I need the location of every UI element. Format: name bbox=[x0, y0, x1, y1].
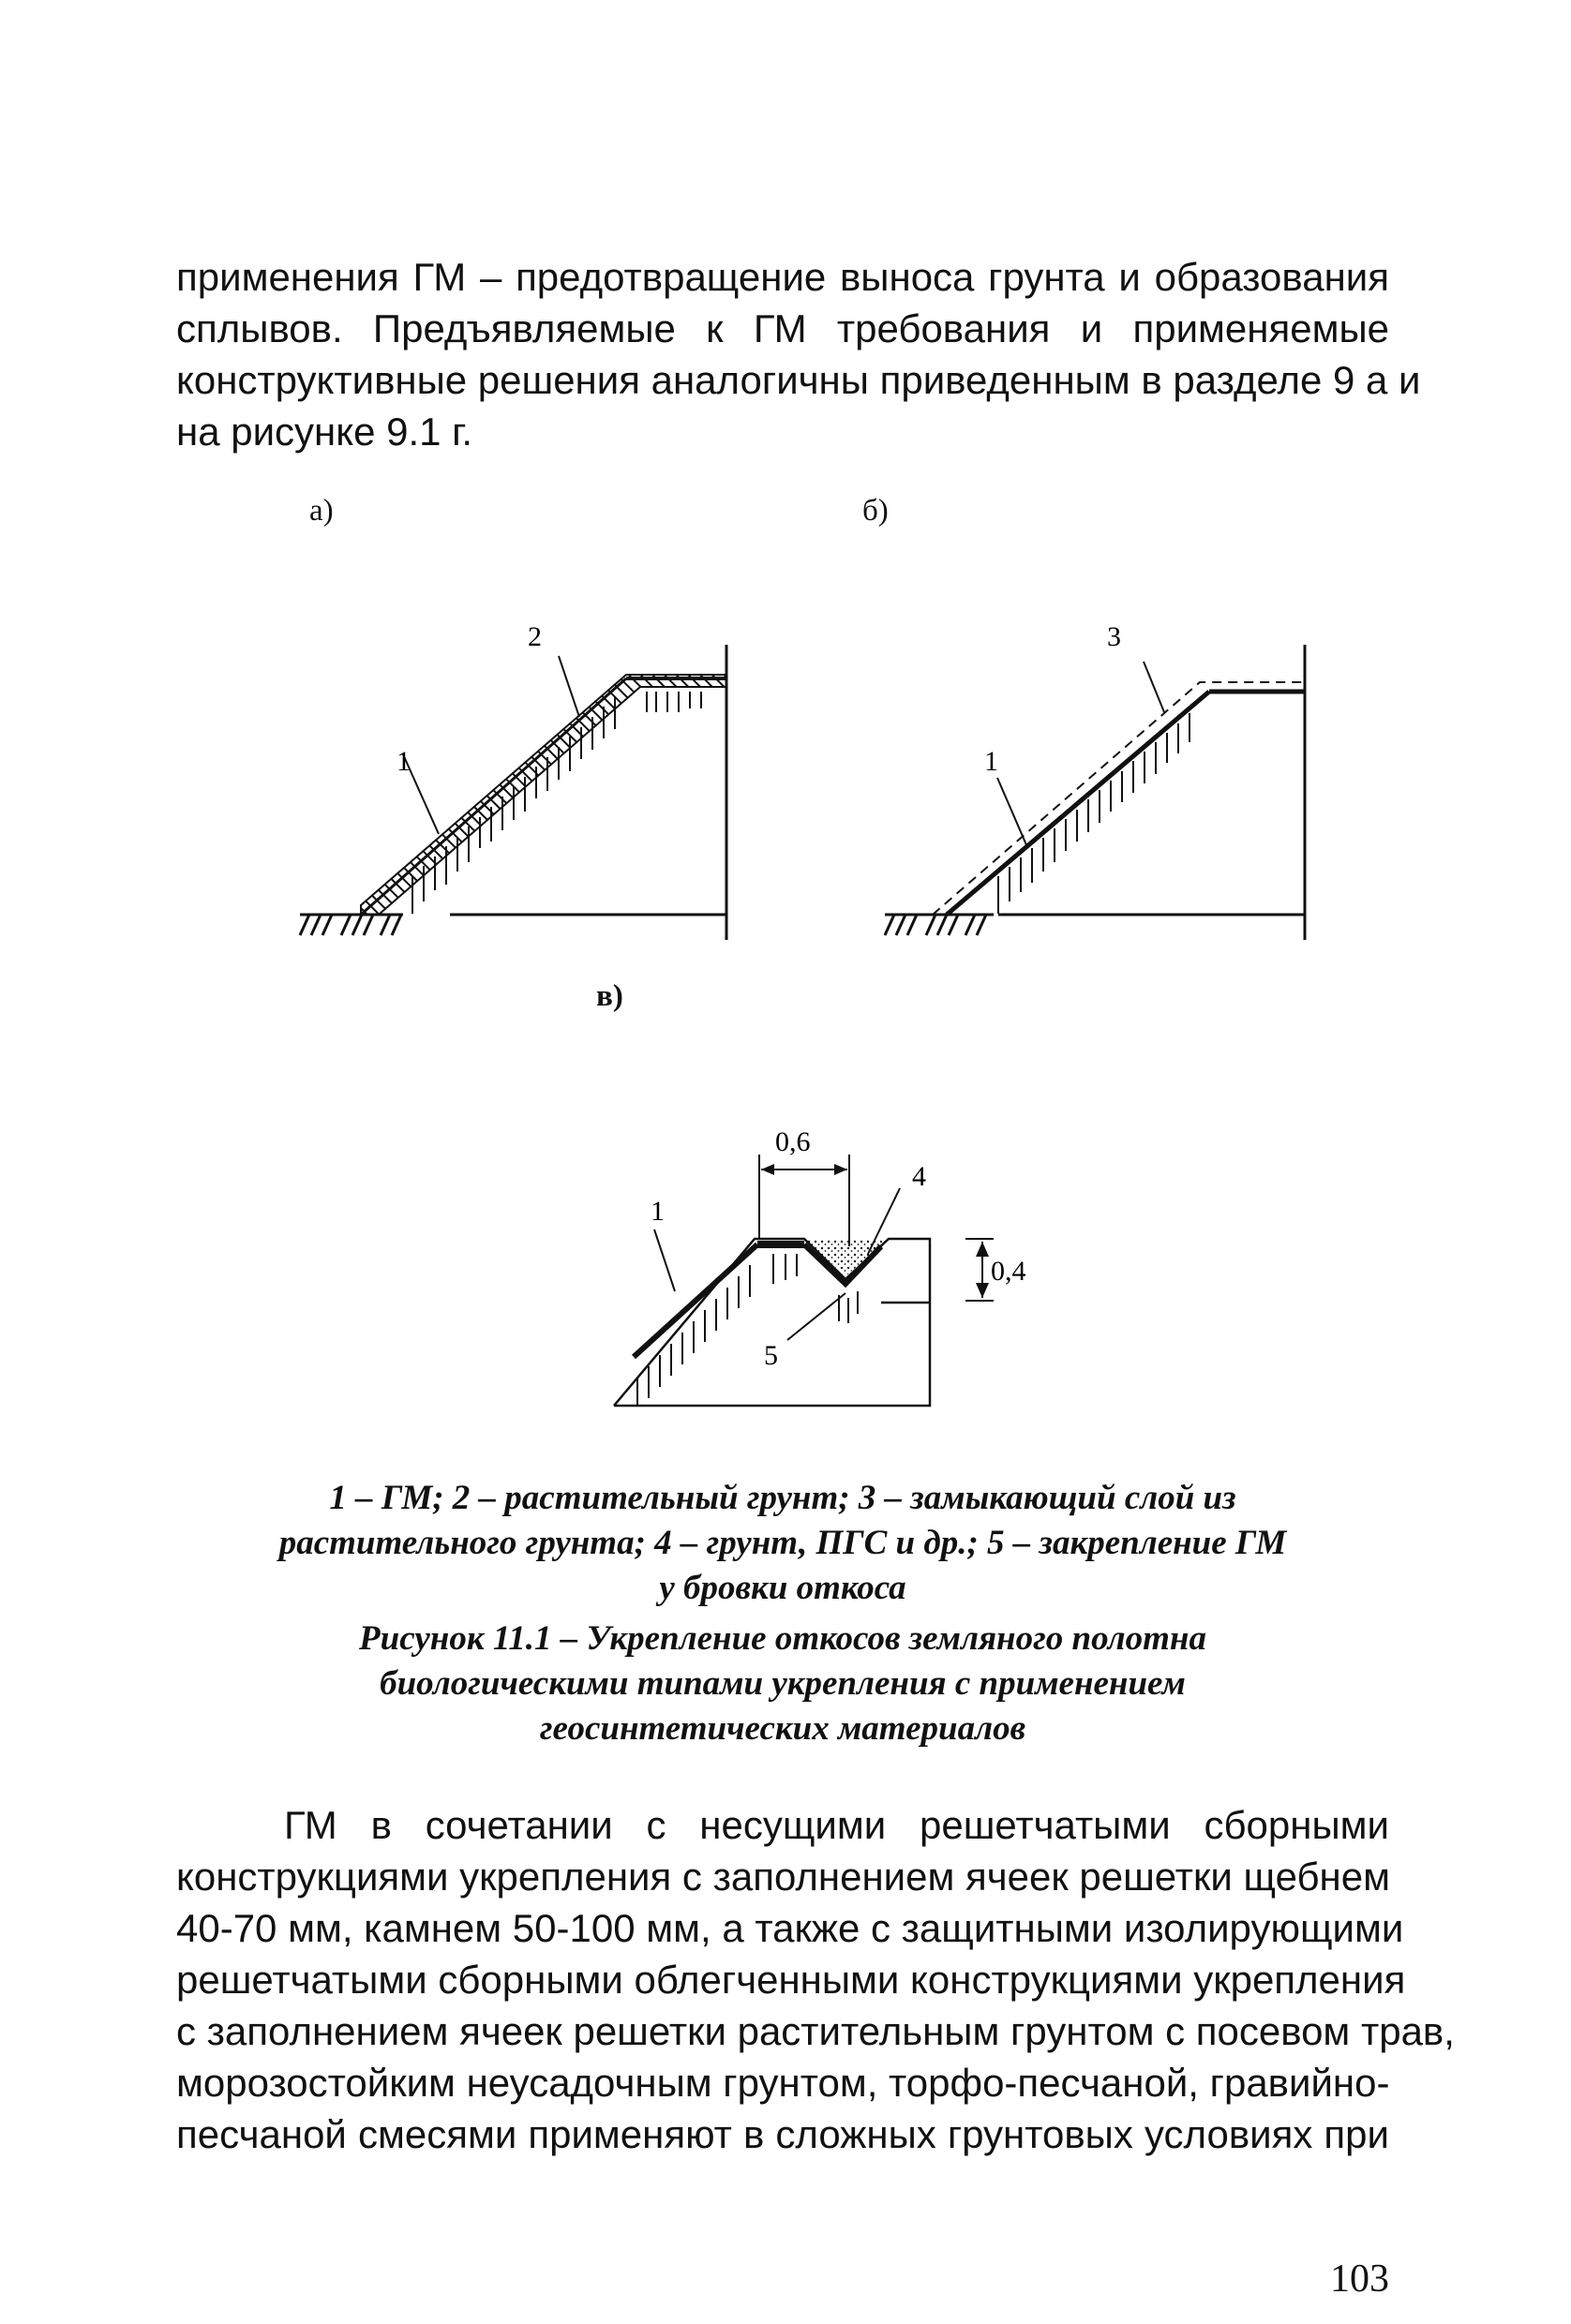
callout-b-3: 3 bbox=[1107, 621, 1121, 652]
callout-v-4: 4 bbox=[912, 1161, 926, 1192]
caption-line: биологическими типами укрепления с применением bbox=[380, 1664, 1186, 1703]
panel-label-a: а) bbox=[309, 494, 334, 528]
panel-a-drawing bbox=[300, 645, 726, 940]
text-line: конструкциями укрепления с заполнением ячеек решетки щебнем bbox=[176, 1855, 1390, 1899]
panel-b-drawing bbox=[885, 645, 1305, 940]
callout-a-1: 1 bbox=[396, 746, 411, 777]
legend-line: у бровки откоса bbox=[659, 1569, 906, 1607]
figure-legend bbox=[176, 1476, 1389, 1611]
text-line: с заполнением ячеек решетки растительным грунтом с посевом трав, bbox=[176, 2009, 1455, 2053]
panel-v-drawing bbox=[614, 1155, 994, 1406]
page-number: 103 bbox=[1330, 2257, 1389, 2301]
text-line: морозостойким неусадочным грунтом, торфо-песчаной, гравийно- bbox=[176, 2061, 1390, 2105]
panel-label-v: в) bbox=[596, 979, 623, 1013]
callout-v-5: 5 bbox=[764, 1340, 778, 1371]
panel-label-b: б) bbox=[862, 494, 889, 528]
legend-line: 1 – ГМ; 2 – растительный грунт; 3 – замыкающий слой из bbox=[329, 1479, 1236, 1517]
paragraph-main bbox=[176, 1799, 1455, 2160]
figure-caption bbox=[176, 1616, 1389, 1751]
text-line: сплывов. Предъявляемые к ГМ требования и применяемые bbox=[176, 306, 1389, 350]
text-line: решетчатыми сборными облегченными конструкциями укрепления bbox=[176, 1958, 1406, 2002]
caption-line: Рисунок 11.1 – Укрепление откосов земляного полотна bbox=[359, 1619, 1206, 1658]
callout-a-2: 2 bbox=[528, 621, 542, 652]
text-line: 40-70 мм, камнем 50-100 мм, а также с защитными изолирующими bbox=[176, 1906, 1404, 1950]
dimension-width: 0,6 bbox=[775, 1126, 811, 1157]
legend-line: растительного грунта; 4 – грунт, ПГС и др.; 5 – закрепление ГМ bbox=[278, 1524, 1287, 1562]
text-line: песчаной смесями применяют в сложных грунтовых условиях при bbox=[176, 2112, 1389, 2156]
text-line: на рисунке 9.1 г. bbox=[176, 410, 473, 454]
dimension-depth: 0,4 bbox=[991, 1256, 1026, 1287]
callout-v-1: 1 bbox=[651, 1196, 665, 1227]
caption-line: геосинтетических материалов bbox=[539, 1709, 1026, 1748]
callout-b-1: 1 bbox=[984, 746, 998, 777]
text-line: конструктивные решения аналогичны приведенным в разделе 9 а и bbox=[176, 358, 1421, 402]
text-line: ГМ в сочетании с несущими решетчатыми сборными bbox=[284, 1803, 1389, 1847]
text-line: применения ГМ – предотвращение выноса грунта и образования bbox=[176, 255, 1389, 299]
